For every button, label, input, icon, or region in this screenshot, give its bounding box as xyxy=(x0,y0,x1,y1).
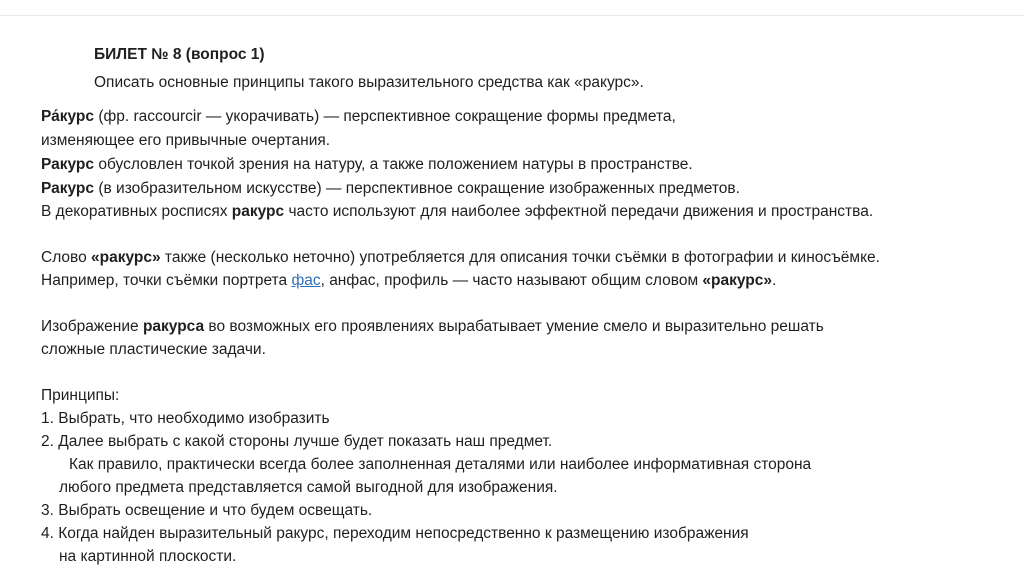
text: во возможных его проявлениях вырабатывает умение смело и выразительно решать xyxy=(204,318,824,335)
principle-item-2: 2. Далее выбрать с какой стороны лучше будет показать наш предмет. xyxy=(41,433,553,450)
term: «ракурс» xyxy=(702,272,773,289)
principle-item-1: 1. Выбрать, что необходимо изобразить xyxy=(41,410,330,427)
term: Ракурс xyxy=(41,180,95,197)
term: Ра́курс xyxy=(41,108,95,125)
text: часто используют для наиболее эффектной передачи движения и пространства. xyxy=(284,203,874,220)
top-divider xyxy=(0,15,1024,16)
ticket-title: БИЛЕТ № 8 (вопрос 1) xyxy=(94,46,265,63)
text: обусловлен точкой зрения на натуру, а также положением натуры в пространстве. xyxy=(94,156,693,173)
principle-item-4-line-2: на картинной плоскости. xyxy=(59,548,237,565)
fas-link[interactable]: фас xyxy=(291,272,321,289)
principle-item-2-line-3: любого предмета представляется самой выгодной для изображения. xyxy=(59,479,558,496)
paragraph-viewpoint xyxy=(41,155,693,175)
paragraph-definition-line-1 xyxy=(41,107,676,127)
paragraph-definition-line-2: изменяющее его привычные очертания. xyxy=(41,132,331,149)
term: ракурса xyxy=(142,318,205,335)
text: (в изобразительном искусстве) — перспективное сокращение изображенных предметов. xyxy=(94,180,740,197)
principle-item-3: 3. Выбрать освещение и что будем освещать. xyxy=(41,502,373,519)
principles-heading: Принципы: xyxy=(41,387,120,404)
text: Изображение xyxy=(41,318,143,335)
term: «ракурс» xyxy=(91,249,161,266)
text: В декоративных росписях xyxy=(41,203,232,220)
principle-item-4: 4. Когда найден выразительный ракурс, переходим непосредственно к размещению изображения xyxy=(41,525,749,542)
text: , анфас, профиль — часто называют общим словом xyxy=(320,272,703,289)
paragraph-art xyxy=(41,179,740,199)
text: (фр. raccourcir — укорачивать) — перспективное сокращение формы предмета, xyxy=(94,108,676,125)
text: также (несколько неточно) употребляется для описания точки съёмки в фотографии и киносъёмке. xyxy=(160,249,880,266)
term: Ракурс xyxy=(41,156,95,173)
principle-item-2-line-2: Как правило, практически всегда более заполненная деталями или наиболее информативная сторона xyxy=(69,456,812,473)
paragraph-portrait xyxy=(41,271,776,291)
term: ракурс xyxy=(231,203,285,220)
paragraph-photo xyxy=(41,248,880,268)
text: Например, точки съёмки портрета xyxy=(41,272,292,289)
paragraph-skill-line-1 xyxy=(41,317,824,337)
paragraph-skill-line-2: сложные пластические задачи. xyxy=(41,341,266,358)
paragraph-decorative xyxy=(41,202,873,222)
ticket-question: Описать основные принципы такого выразительного средства как «ракурс». xyxy=(94,74,644,91)
text: . xyxy=(772,272,777,289)
text: Слово xyxy=(41,249,92,266)
